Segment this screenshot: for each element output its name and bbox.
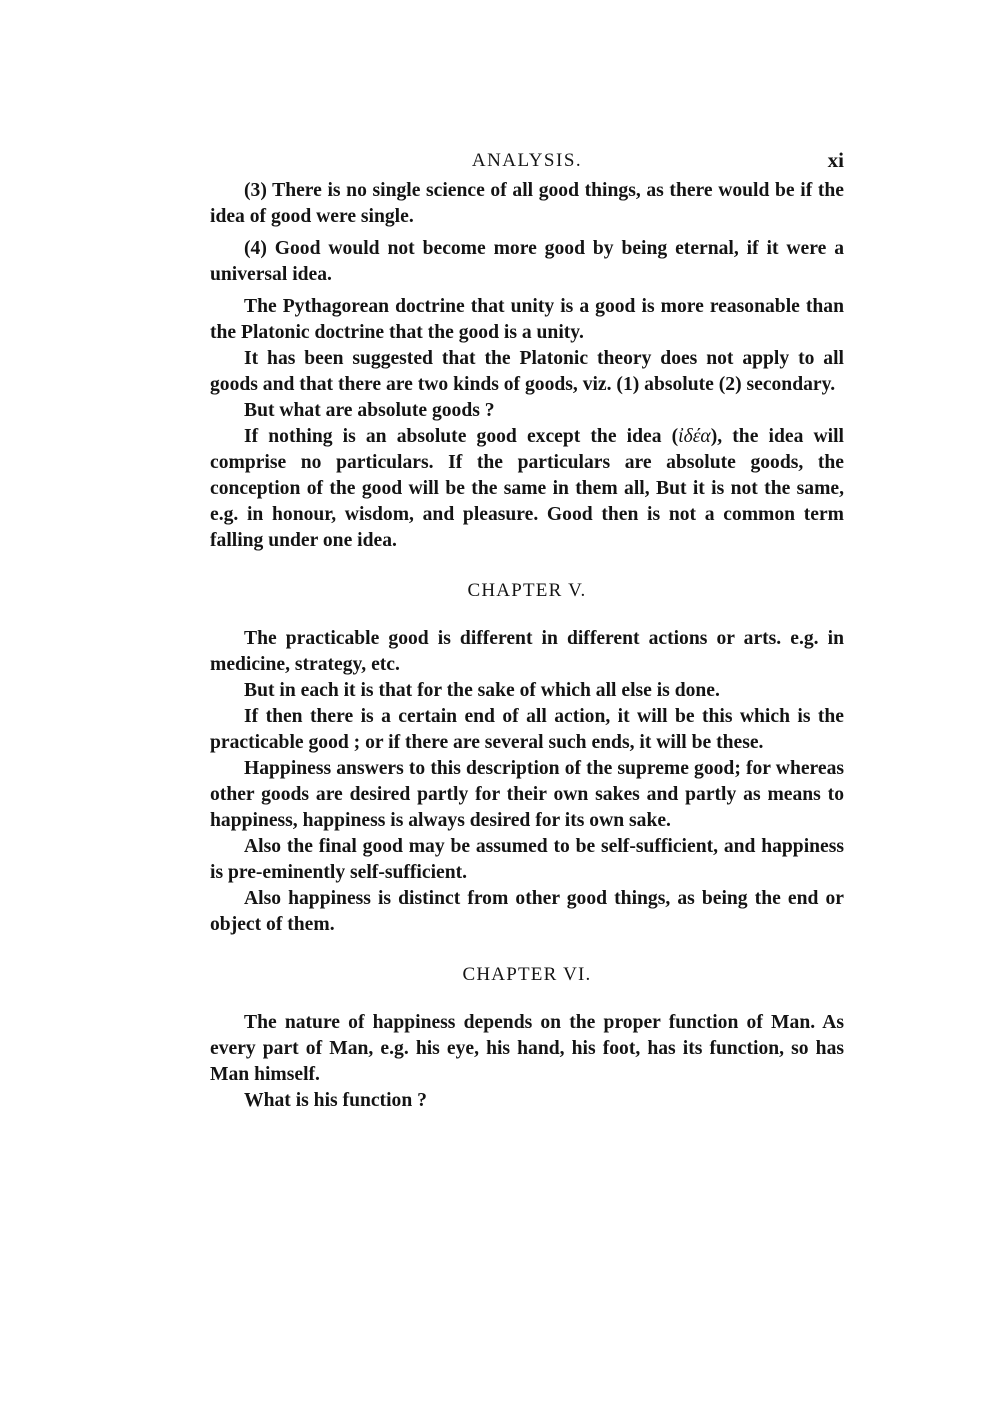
paragraph-two-kinds: It has been suggested that the Platonic theory does not apply to all goods and that there are two kinds of goods, viz. (1) absolute (2) secondary. <box>210 348 844 395</box>
paragraph-function-question: What is his function ? <box>244 1090 427 1111</box>
paragraph-end-of-action: If then there is a certain end of all action, it will be this which is the practicable good ; or if there are several such ends, it will be these. <box>210 706 844 753</box>
chapter-5-section <box>210 626 844 938</box>
paragraph-point-4: (4) Good would not become more good by being eternal, if it were a universal idea. <box>210 238 844 285</box>
paragraph-absolute-question: But what are absolute goods ? <box>244 400 495 421</box>
running-head <box>210 146 844 178</box>
paragraph-practicable-good: The practicable good is different in different actions or arts. e.g. in medicine, strategy, etc. <box>210 628 844 675</box>
paragraph-point-3: (3) There is no single science of all good things, as there would be if the idea of good were single. <box>210 180 844 227</box>
idea-text-before: If nothing is an absolute good except the idea ( <box>244 426 679 447</box>
paragraph-sake: But in each it is that for the sake of which all else is done. <box>244 680 720 701</box>
idea-text-after: ), the idea will comprise no particulars. If the particulars are absolute goods, the conception of the good will be the same in them all, But it is not the same, e.g. in honour, wisdom, and pleasure. Good then is not a common term falling under one idea. <box>210 426 844 551</box>
paragraph-distinct: Also happiness is distinct from other good things, as being the end or object of them. <box>210 888 844 935</box>
book-page <box>210 146 844 1114</box>
paragraph-pythagorean: The Pythagorean doctrine that unity is a good is more reasonable than the Platonic doctrine that the good is a unity. <box>210 296 844 343</box>
chapter-5-heading: CHAPTER V. <box>467 580 587 601</box>
page-number: xi <box>827 148 844 172</box>
running-title: ANALYSIS. <box>471 150 583 171</box>
chapter-6-heading: CHAPTER VI. <box>462 964 592 985</box>
paragraph-self-sufficient: Also the final good may be assumed to be self-sufficient, and happiness is pre-eminently self-sufficient. <box>210 836 844 883</box>
intro-section <box>210 178 844 554</box>
greek-word-idea: ἰδέα <box>678 426 711 447</box>
paragraph-function-of-man: The nature of happiness depends on the proper function of Man. As every part of Man, e.g. his eye, his hand, his foot, has its function, so has Man himself. <box>210 1012 844 1085</box>
paragraph-idea <box>210 424 844 554</box>
chapter-6-section <box>210 1010 844 1114</box>
paragraph-happiness-supreme: Happiness answers to this description of the supreme good; for whereas other goods are desired partly for their own sakes and partly as means to happiness, happiness is always desired for its own sake. <box>210 758 844 831</box>
